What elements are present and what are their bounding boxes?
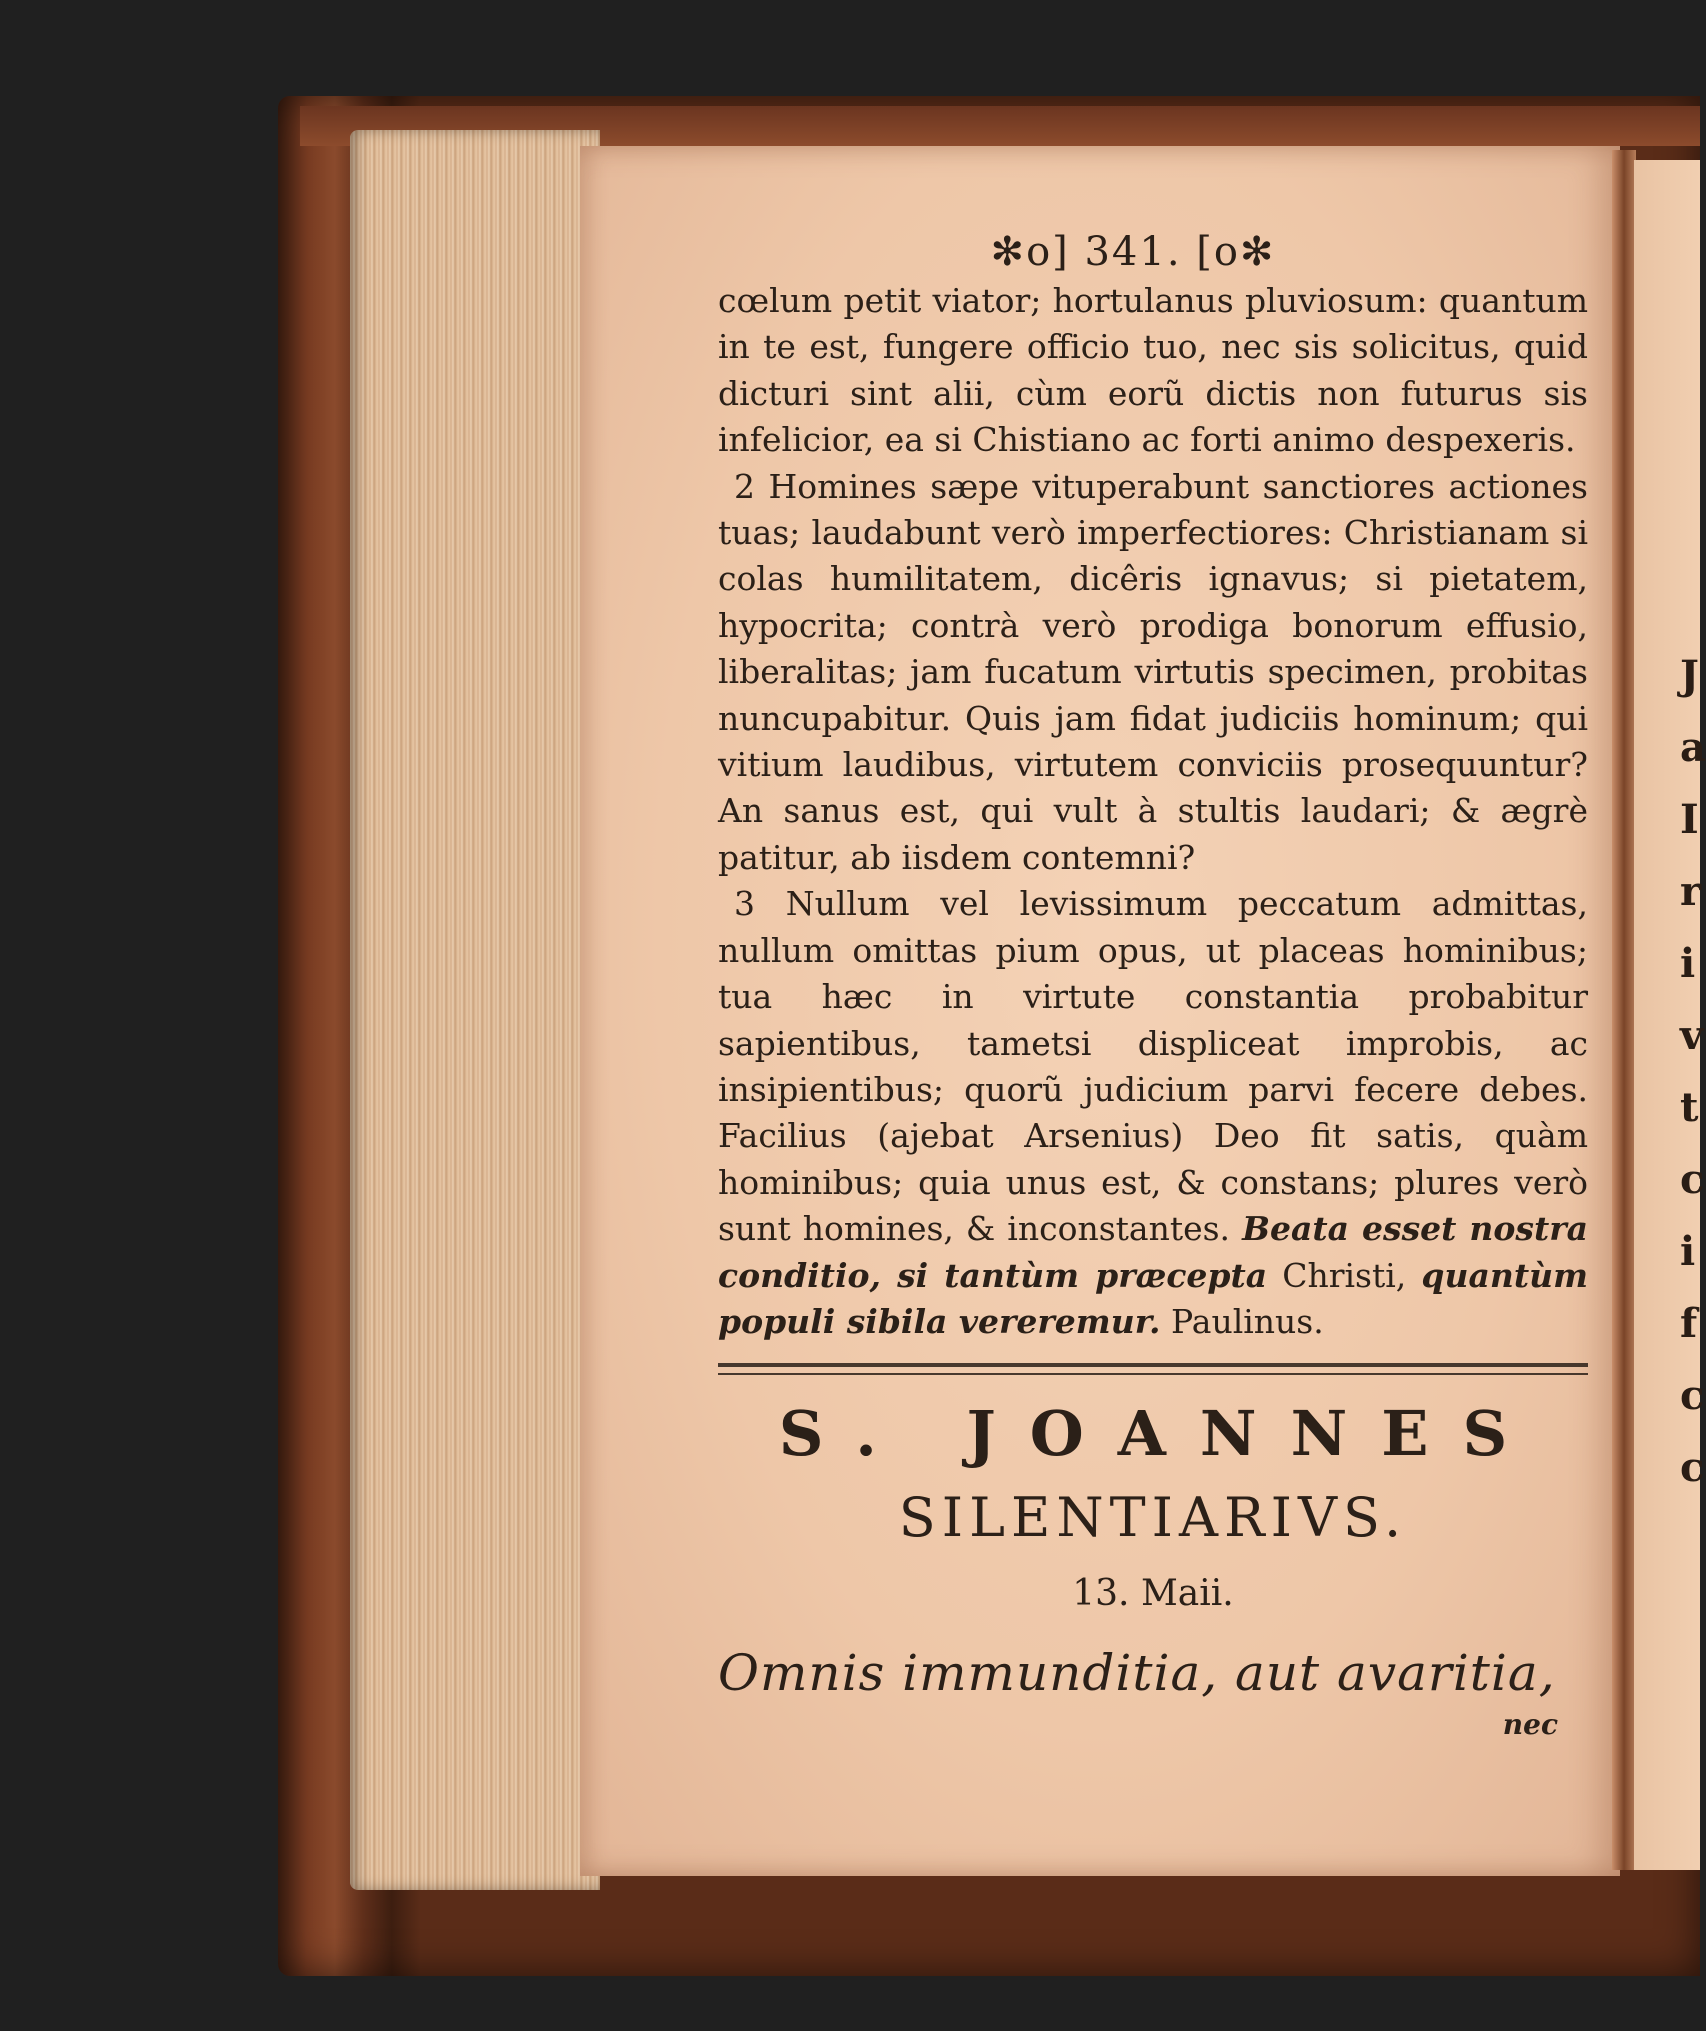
facing-page-letter: c [1680,1156,1705,1203]
section-title: S. JOANNES [778,1397,1542,1471]
section-date: 13. Maii. [1072,1573,1234,1615]
motto: Omnis immunditia, aut avaritia, [718,1644,1556,1703]
section-rule [718,1363,1588,1375]
paragraph-2: 2 Homines sæpe vituperabunt sanctiores actiones tuas; laudabunt verò imperfectiores: Christianam si colas humilitatem, dicêris ignavus; si pietatem, hypocrita; contrà verò prodiga bonorum effusio, liberalitas; jam fucatum virtutis specimen, probitas nuncupabitur. Quis jam fidat judiciis hominum; qui vitium laudibus, virtutem conviciis prosequuntur? An sanus est, qui vult à stultis laudari; & ægrè patitur, ab iisdem contemni? [718,466,1588,877]
facing-page-letter: I [1680,796,1699,843]
body-text [718,278,1588,1345]
facing-page-letter: v [1680,1012,1704,1059]
facing-page-letter: t [1680,1084,1699,1131]
facing-page-letter: a [1680,724,1706,771]
quote-tail-prefix: Christi, [1282,1255,1407,1295]
page-edges [350,130,600,1890]
quote-italic: Beata esset nostra conditio, si tantùm præcepta [718,1209,1589,1295]
book-gutter [1612,150,1636,1870]
facing-page-letters [1680,640,1706,1504]
quote-tail-italic: quantùm populi sibila vereremur. [718,1255,1588,1341]
facing-page-letter: c [1680,1444,1705,1491]
page-text [718,226,1588,1745]
facing-page-letter: i [1680,940,1696,987]
catchword: nec [1502,1708,1558,1742]
section-subtitle: SILENTIARIVS. [898,1486,1408,1550]
paragraph-3-text: 3 Nullum vel levissimum peccatum admittas, nullum omittas pium opus, ut placeas hominibus; tua hæc in virtute constantia probabitur sapientibus, tametsi displiceat improbis, ac insipientibus; quorũ judicium parvi fecere debes. Facilius (ajebat Arsenius) Deo fit satis, quàm hominibus; quia unus est, & constans; plures verò sunt homines, & inconstantes. [718,884,1588,1249]
quote-author: Paulinus. [1171,1301,1324,1341]
running-head: ✻o] 341. [o✻ [990,229,1276,275]
facing-page-letter: c [1680,1372,1705,1419]
facing-page-letter: f [1680,1300,1698,1347]
facing-page-letter: J [1680,652,1699,699]
facing-page-letter: i [1680,1228,1696,1275]
paragraph-1: cœlum petit viator; hortulanus pluviosum: quantum in te est, fungere officio tuo, nec sis solicitus, quid dicturi sint alii, cùm eorũ dictis non futurus sis infelicior, ea si Chistiano ac forti animo despexeris. [718,281,1588,460]
facing-page-letter: r [1680,868,1702,915]
paragraph-3 [718,881,1588,1345]
